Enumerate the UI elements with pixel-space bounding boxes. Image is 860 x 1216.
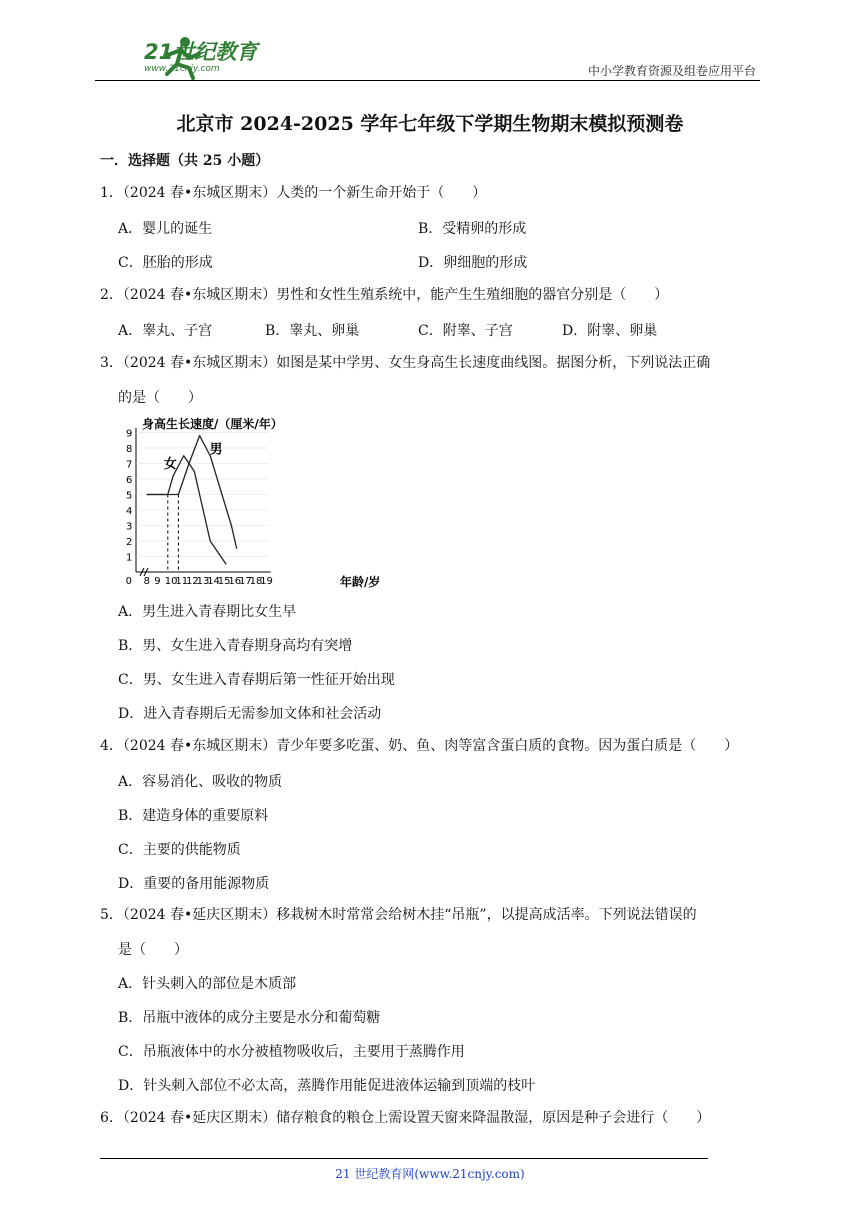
option-c: C．吊瓶液体中的水分被植物吸收后，主要用于蒸腾作用 [118, 1044, 465, 1060]
question-3 [100, 353, 765, 373]
x-tick-label: 18 [249, 576, 263, 587]
option-b: B．受精卵的形成 [418, 221, 527, 237]
option-d: D．针头刺入部位不必太高，蒸腾作用能促进液体运输到顶端的枝叶 [118, 1078, 536, 1094]
option-b: B．睾丸、卵巢 [265, 323, 360, 339]
chart-y-label: 身高生长速度/（厘米/年） [142, 417, 283, 431]
y-tick-label: 8 [126, 444, 133, 455]
x-tick-label: 0 [125, 576, 132, 587]
question-2 [100, 285, 765, 305]
y-tick-label: 5 [126, 490, 133, 502]
growth-chart [118, 412, 388, 592]
question-stem: （2024 春•东城区期末）男性和女性生殖系统中，能产生生殖细胞的器官分别是（ ） [122, 287, 669, 303]
option-a: A．男生进入青春期比女生早 [118, 604, 297, 620]
question-stem-continued: 是（ ） [118, 942, 188, 958]
footer-link[interactable]: 21 世纪教育网(www.21cnjy.com) [335, 1167, 525, 1181]
x-tick-label: 8 [143, 576, 150, 587]
option-c: C．附睾、子宫 [418, 323, 513, 339]
x-tick-label: 12 [186, 576, 199, 587]
series-label-female: 女 [163, 456, 177, 472]
question-stem: （2024 春•东城区期末）人类的一个新生命开始于（ ） [122, 185, 487, 201]
y-tick-label: 1 [126, 552, 133, 564]
question-number: 3． [100, 355, 123, 371]
header-divider [95, 80, 760, 81]
question-1 [100, 183, 765, 203]
option-a: A．睾丸、子宫 [118, 323, 213, 339]
option-d: D．进入青春期后无需参加文体和社会活动 [118, 706, 382, 722]
logo-text: 21世纪教育 [144, 40, 258, 64]
question-number: 4． [100, 738, 123, 754]
series-label-male: 男 [209, 442, 223, 458]
question-stem: （2024 春•东城区期末）如图是某中学男、女生身高生长速度曲线图。据图分析，下列说法正确 [122, 355, 711, 371]
logo-url: www.21cnjy.com [144, 64, 220, 74]
option-c: C．男、女生进入青春期后第一性征开始出现 [118, 672, 395, 688]
y-tick-label: 3 [126, 521, 133, 533]
y-tick-label: 9 [126, 428, 133, 440]
platform-label: 中小学教育资源及组卷应用平台 [587, 64, 756, 78]
option-b: B．男、女生进入青春期身高均有突增 [118, 638, 353, 654]
option-d: D．重要的备用能源物质 [118, 876, 270, 892]
option-b: B．吊瓶中液体的成分主要是水分和葡萄糖 [118, 1010, 381, 1026]
question-number: 5． [100, 907, 123, 923]
question-4 [100, 736, 765, 756]
footer-divider [100, 1158, 708, 1159]
question-number: 1． [100, 185, 123, 201]
option-c: C．主要的供能物质 [118, 842, 241, 858]
x-tick-label: 16 [228, 576, 242, 587]
question-5 [100, 905, 765, 925]
option-a: A．针头刺入的部位是木质部 [118, 976, 297, 992]
question-stem: （2024 春•延庆区期末）储存粮食的粮仓上需设置天窗来降温散湿，原因是种子会进行（ ） [122, 1110, 711, 1126]
x-tick-label: 19 [260, 576, 273, 587]
y-tick-label: 2 [126, 537, 133, 548]
y-tick-label: 4 [126, 506, 133, 517]
series-line-male [147, 436, 237, 549]
option-c: C．胚胎的形成 [118, 255, 213, 271]
question-6 [100, 1108, 765, 1128]
section-heading: 一．选择题（共 25 小题） [100, 153, 270, 169]
x-tick-label: 14 [207, 576, 220, 587]
x-tick-label: 11 [175, 576, 189, 587]
option-b: B．建造身体的重要原料 [118, 808, 269, 824]
question-stem: （2024 春•东城区期末）青少年要多吃蛋、奶、鱼、肉等富含蛋白质的食物。因为蛋白质是（ ） [122, 738, 739, 754]
option-d: D．附睾、卵巢 [562, 323, 658, 339]
x-tick-label: 17 [239, 576, 252, 587]
y-tick-label: 6 [126, 475, 133, 486]
x-tick-label: 10 [164, 576, 178, 587]
x-tick-label: 15 [217, 576, 231, 587]
chart-x-label: 年龄/岁 [340, 575, 381, 589]
page-title: 北京市 2024-2025 学年七年级下学期生物期末模拟预测卷 [176, 113, 684, 135]
x-tick-label: 13 [196, 576, 210, 587]
x-tick-label: 9 [154, 576, 161, 587]
question-number: 2． [100, 287, 123, 303]
question-stem-continued: 的是（ ） [118, 390, 202, 406]
option-a: A．婴儿的诞生 [118, 221, 213, 237]
option-a: A．容易消化、吸收的物质 [118, 774, 283, 790]
question-stem: （2024 春•延庆区期末）移栽树木时常常会给树木挂“吊瓶”，以提高成活率。下列说法错误的 [122, 907, 697, 923]
y-tick-label: 7 [126, 459, 133, 471]
option-d: D．卵细胞的形成 [418, 255, 528, 271]
question-number: 6． [100, 1110, 123, 1126]
